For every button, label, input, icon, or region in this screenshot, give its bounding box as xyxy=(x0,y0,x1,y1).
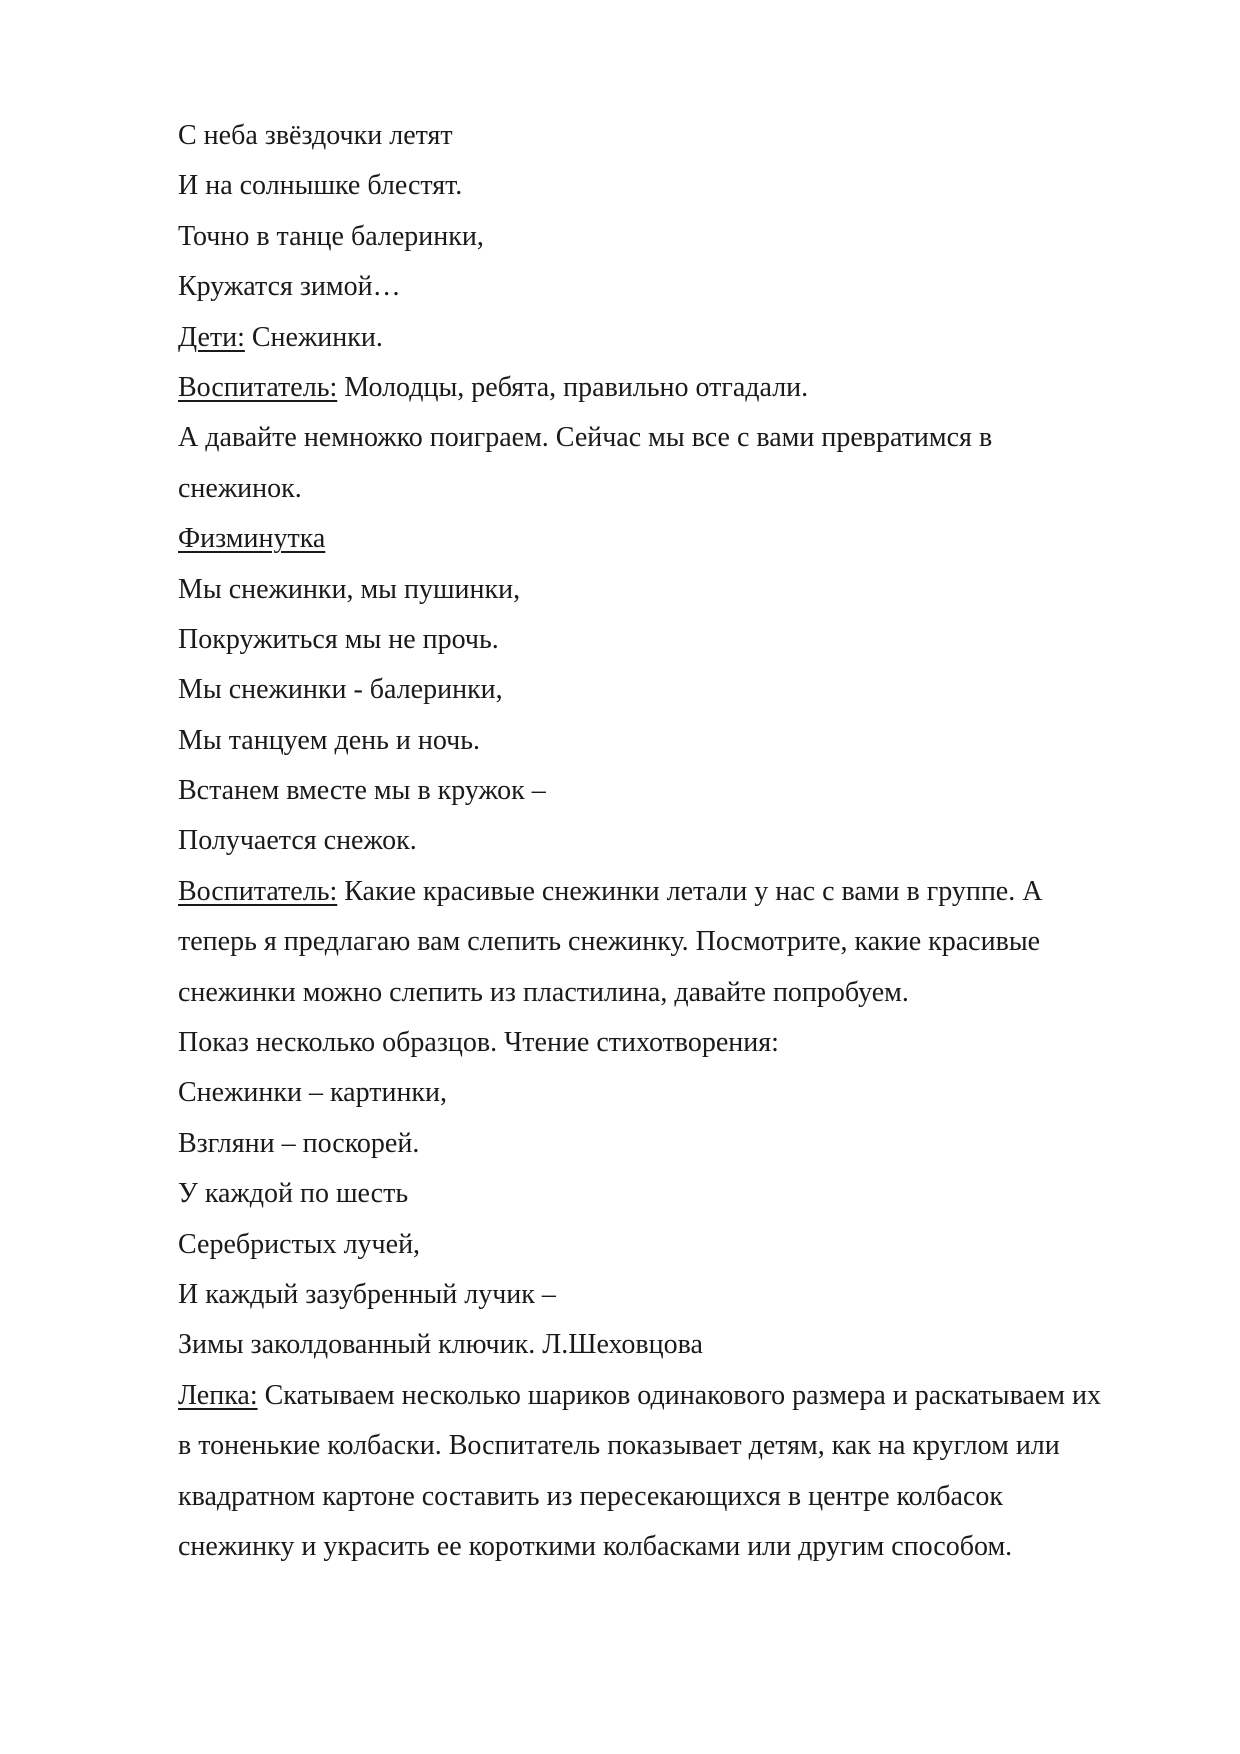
text-line xyxy=(178,161,1178,211)
line-text: Кружатся зимой… xyxy=(178,271,401,303)
text-line xyxy=(178,111,1178,161)
line-text: Серебристых лучей, xyxy=(178,1228,421,1260)
text-line xyxy=(178,665,1178,715)
line-text: в тоненькие колбаски. Воспитатель показывает детям, как на круглом или xyxy=(178,1430,1060,1462)
line-text: Снежинки. xyxy=(244,321,383,353)
text-line xyxy=(178,1220,1178,1270)
line-text: снежинки можно слепить из пластилина, давайте попробуем. xyxy=(178,976,909,1008)
text-line xyxy=(178,867,1178,917)
text-line xyxy=(178,1119,1178,1169)
text-line xyxy=(178,413,1178,463)
line-text: Получается снежок. xyxy=(178,825,417,857)
text-line xyxy=(178,716,1178,766)
speaker-label: Воспитатель: xyxy=(178,875,338,907)
line-text: Снежинки – картинки, xyxy=(178,1077,448,1109)
text-line xyxy=(178,1270,1178,1320)
line-text: Мы танцуем день и ночь. xyxy=(178,724,480,756)
text-line xyxy=(178,363,1178,413)
line-text: снежинку и украсить ее короткими колбасками или другим способом. xyxy=(178,1530,1013,1562)
line-text: теперь я предлагаю вам слепить снежинку. Посмотрите, какие красивые xyxy=(178,926,1041,958)
text-line xyxy=(178,1169,1178,1219)
text-line xyxy=(178,615,1178,665)
speaker-label: Дети: xyxy=(178,321,245,353)
line-text: Мы снежинки - балеринки, xyxy=(178,674,503,706)
line-text: У каждой по шесть xyxy=(178,1178,409,1210)
line-text: С неба звёздочки летят xyxy=(178,120,453,151)
text-line xyxy=(178,917,1178,967)
text-line xyxy=(178,1522,1178,1572)
line-text: Встанем вместе мы в кружок – xyxy=(178,775,546,807)
line-text: Зимы заколдованный ключик. Л.Шеховцова xyxy=(178,1329,703,1361)
line-text: А давайте немножко поиграем. Сейчас мы все с вами превратимся в xyxy=(178,422,993,454)
text-line xyxy=(178,313,1178,363)
speaker-label: Лепка: xyxy=(178,1379,258,1411)
line-text: И каждый зазубренный лучик – xyxy=(178,1278,556,1310)
line-text: Показ несколько образцов. Чтение стихотворения: xyxy=(178,1027,779,1059)
text-line xyxy=(178,565,1178,615)
document-body xyxy=(178,111,1178,1572)
line-text: Точно в танце балеринки, xyxy=(178,220,484,252)
text-line xyxy=(178,1472,1178,1522)
text-line xyxy=(178,968,1178,1018)
line-text: Какие красивые снежинки летали у нас с вами в группе. А xyxy=(337,875,1043,907)
text-line xyxy=(178,212,1178,262)
text-line xyxy=(178,464,1178,514)
text-line xyxy=(178,514,1178,564)
speaker-label: Воспитатель: xyxy=(178,371,338,403)
line-text: Молодцы, ребята, правильно отгадали. xyxy=(337,371,809,403)
line-text: квадратном картоне составить из пересекающихся в центре колбасок xyxy=(178,1480,1003,1512)
text-line xyxy=(178,1068,1178,1118)
text-line xyxy=(178,816,1178,866)
text-line xyxy=(178,766,1178,816)
line-text: Покружиться мы не прочь. xyxy=(178,623,499,655)
line-text: Взгляни – поскорей. xyxy=(178,1127,420,1159)
line-text: снежинок. xyxy=(178,472,302,504)
text-line xyxy=(178,1371,1178,1421)
text-line xyxy=(178,1320,1178,1370)
text-line xyxy=(178,1018,1178,1068)
text-line xyxy=(178,262,1178,312)
line-text: Мы снежинки, мы пушинки, xyxy=(178,573,521,605)
section-heading: Физминутка xyxy=(178,523,326,555)
text-line xyxy=(178,1421,1178,1471)
line-text: Скатываем несколько шариков одинакового размера и раскатываем их xyxy=(257,1379,1101,1411)
line-text: И на солнышке блестят. xyxy=(178,170,463,202)
